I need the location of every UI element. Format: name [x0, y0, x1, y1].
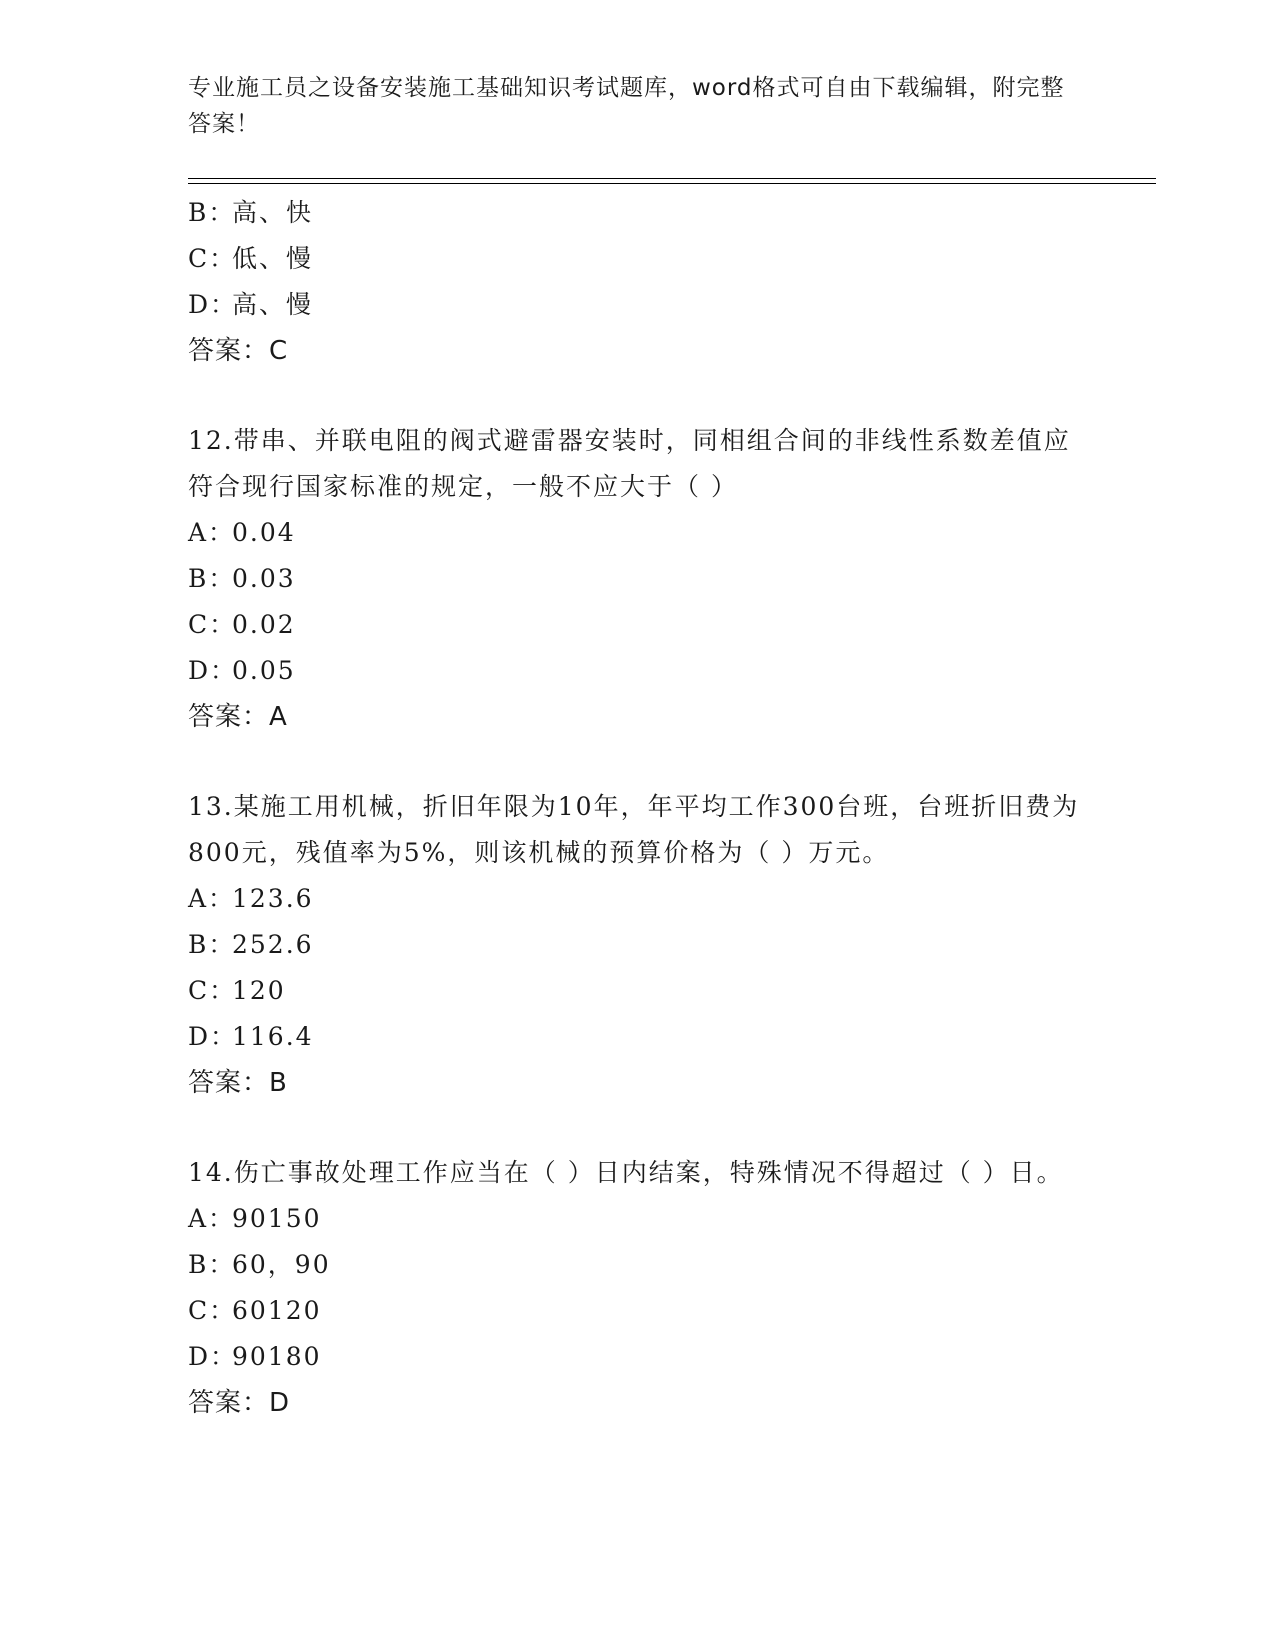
question-13	[188, 784, 1088, 1106]
option-label: B：	[188, 198, 236, 227]
option-c	[188, 968, 1088, 1014]
option-d	[188, 1014, 1088, 1060]
option-text: 60120	[232, 1296, 322, 1325]
option-c	[188, 1288, 1088, 1334]
option-label: D：	[188, 1022, 238, 1051]
answer: 答案：D	[188, 1388, 291, 1418]
document-body	[188, 190, 1088, 1426]
option-a	[188, 876, 1088, 922]
question-text: 14.伤亡事故处理工作应当在（ ）日内结案，特殊情况不得超过（ ）日。	[188, 1158, 1064, 1187]
option-text: 低、慢	[232, 244, 314, 273]
option-b	[188, 556, 1088, 602]
answer: 答案：C	[188, 336, 289, 366]
option-d	[188, 1334, 1088, 1380]
option-b	[188, 1242, 1088, 1288]
option-label: B：	[188, 1250, 236, 1279]
question-14	[188, 1150, 1088, 1426]
option-label: C：	[188, 976, 237, 1005]
option-text: 252.6	[232, 930, 314, 959]
option-text: 90150	[232, 1204, 322, 1233]
page-header: 专业施工员之设备安装施工基础知识考试题库，word格式可自由下载编辑，附完整答案！	[188, 75, 1065, 137]
option-text: 0.05	[232, 656, 296, 685]
option-text: 60，90	[232, 1250, 331, 1279]
option-text: 高、快	[232, 198, 314, 227]
option-label: B：	[188, 930, 236, 959]
option-a	[188, 1196, 1088, 1242]
question-12	[188, 418, 1088, 740]
option-label: A：	[188, 518, 236, 547]
option-label: B：	[188, 564, 236, 593]
question-text: 12.带串、并联电阻的阀式避雷器安装时，同相组合间的非线性系数差值应符合现行国家标准的规定，一般不应大于（ ）	[188, 426, 1071, 501]
header-divider	[188, 178, 1156, 184]
option-text: 0.03	[232, 564, 296, 593]
option-label: C：	[188, 610, 237, 639]
previous-question-tail	[188, 190, 1088, 374]
option-d	[188, 282, 1088, 328]
option-text: 123.6	[232, 884, 314, 913]
option-label: C：	[188, 1296, 237, 1325]
answer: 答案：B	[188, 1068, 288, 1098]
option-label: A：	[188, 1204, 236, 1233]
option-a	[188, 510, 1088, 556]
question-text: 13.某施工用机械，折旧年限为10年，年平均工作300台班，台班折旧费为800元，残值率为5%，则该机械的预算价格为（ ）万元。	[188, 792, 1080, 867]
option-text: 高、慢	[232, 290, 314, 319]
option-text: 120	[232, 976, 286, 1005]
option-d	[188, 648, 1088, 694]
answer: 答案：A	[188, 702, 288, 732]
option-c	[188, 236, 1088, 282]
option-label: D：	[188, 1342, 238, 1371]
option-label: A：	[188, 884, 236, 913]
option-b	[188, 922, 1088, 968]
option-text: 116.4	[232, 1022, 314, 1051]
option-text: 0.02	[232, 610, 296, 639]
option-label: C：	[188, 244, 237, 273]
option-c	[188, 602, 1088, 648]
option-text: 90180	[232, 1342, 322, 1371]
option-b	[188, 190, 1088, 236]
option-label: D：	[188, 290, 238, 319]
option-text: 0.04	[232, 518, 296, 547]
option-label: D：	[188, 656, 238, 685]
